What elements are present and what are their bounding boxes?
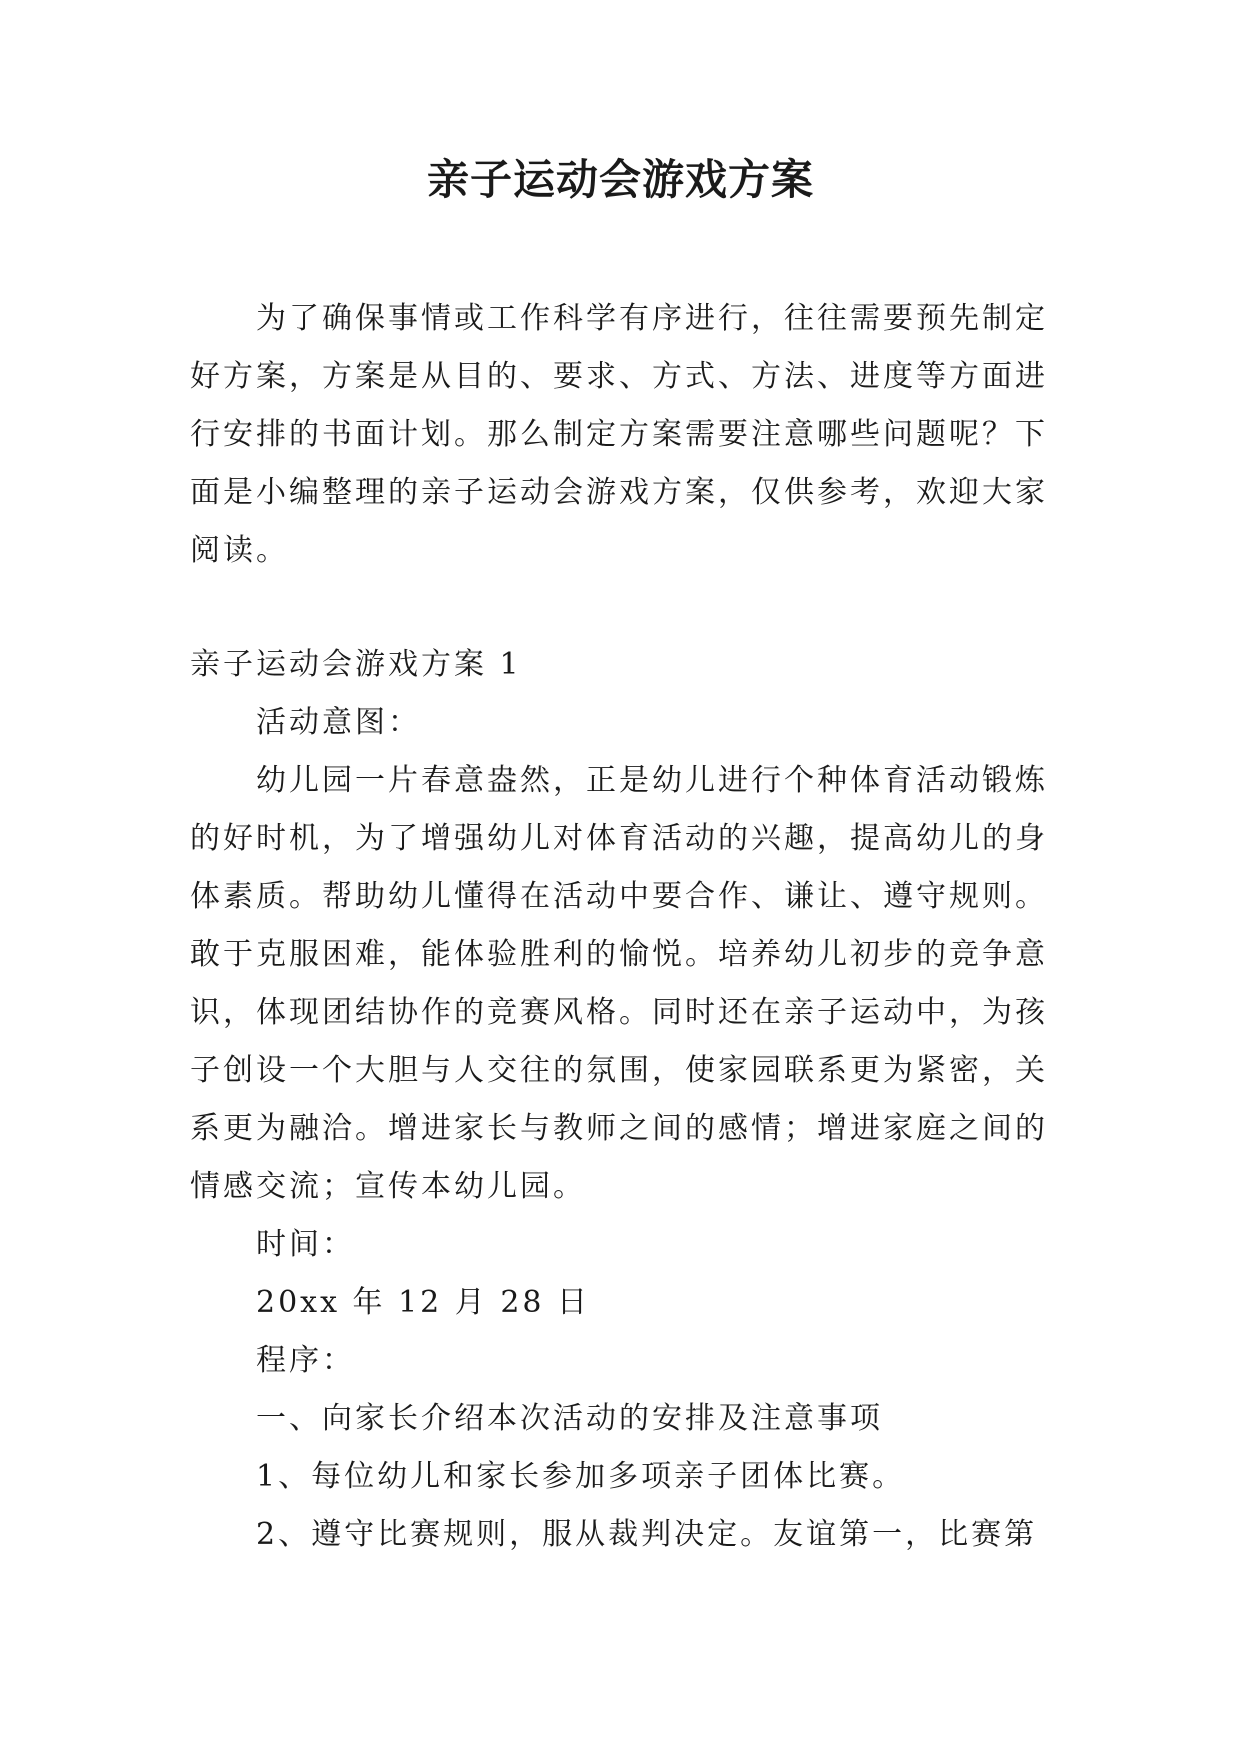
time-label: 时间： xyxy=(256,1227,355,1262)
document-title: 亲子运动会游戏方案 xyxy=(426,155,814,204)
intro-paragraph: 为了确保事情或工作科学有序进行，往往需要预先制定好方案，方案是从目的、要求、方式、方法、进度等方面进行安排的书面计划。那么制定方案需要注意哪些问题呢？下面是小编整理的亲子运动会游戏方案，仅供参考，欢迎大家阅读。 xyxy=(190,301,1048,568)
program-item-3: 2、遵守比赛规则，服从裁判决定。友谊第一，比赛第 xyxy=(256,1517,1038,1552)
section-heading: 亲子运动会游戏方案 1 xyxy=(190,647,522,682)
program-label: 程序： xyxy=(256,1343,355,1378)
section-1 xyxy=(190,636,1050,1564)
program-item-1: 一、向家长介绍本次活动的安排及注意事项 xyxy=(256,1401,883,1436)
intent-paragraph: 幼儿园一片春意盎然，正是幼儿进行个种体育活动锻炼的好时机，为了增强幼儿对体育活动的兴趣，提高幼儿的身体素质。帮助幼儿懂得在活动中要合作、谦让、遵守规则。敢于克服困难，能体验胜利的愉悦。培养幼儿初步的竞争意识，体现团结协作的竞赛风格。同时还在亲子运动中，为孩子创设一个大胆与人交往的氛围，使家园联系更为紧密，关系更为融洽。增进家长与教师之间的感情；增进家庭之间的情感交流；宣传本幼儿园。 xyxy=(190,763,1048,1204)
intent-label: 活动意图： xyxy=(256,705,421,740)
time-value: 20xx 年 12 月 28 日 xyxy=(256,1285,591,1320)
program-item-2: 1、每位幼儿和家长参加多项亲子团体比赛。 xyxy=(256,1459,906,1494)
